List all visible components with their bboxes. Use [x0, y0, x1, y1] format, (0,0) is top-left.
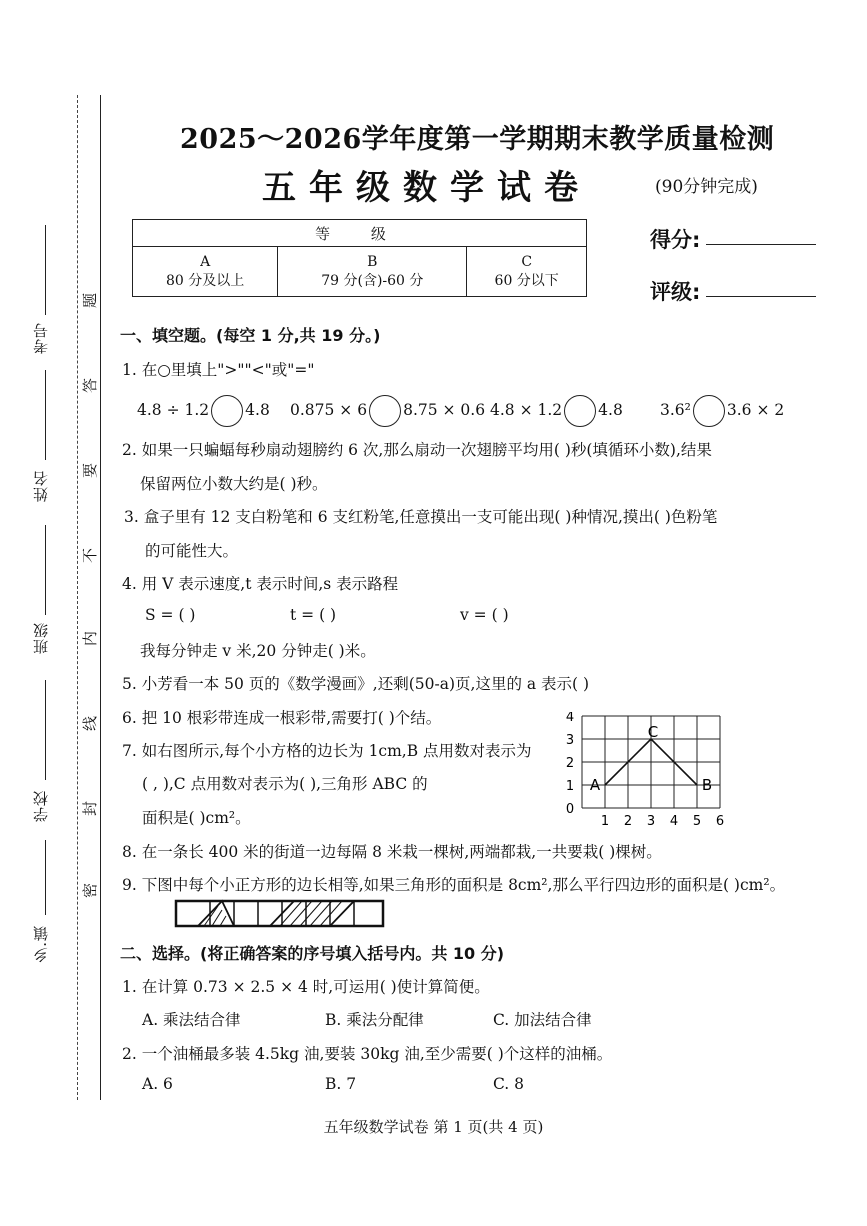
s2-question-1: 1. 在计算 0.73 × 2.5 × 4 时,可运用( )使计算简便。	[122, 978, 490, 996]
grade-cell: C 60 分以下	[467, 247, 587, 297]
rating-field[interactable]	[706, 296, 816, 297]
parallelogram-strip-figure	[174, 898, 386, 930]
field-class-label: 班级	[32, 622, 50, 654]
s2-q1-option-a: A. 乘法结合律	[142, 1011, 241, 1029]
question-1: 1. 在○里填上">""<"或"="	[122, 361, 315, 379]
y-tick-label: 2	[565, 756, 575, 771]
y-tick-label: 0	[565, 802, 575, 817]
exam-title: 2025～2026学年度第一学期期末教学质量检测	[180, 124, 775, 155]
compare-item: 0.875 × 6 8.75 × 0.6	[290, 395, 485, 427]
answer-circle[interactable]	[564, 395, 596, 427]
field-class-line	[45, 525, 46, 615]
coordinate-grid-figure	[560, 712, 735, 830]
grid-ticks	[566, 712, 724, 829]
question-4-t: t = ( )	[290, 606, 337, 624]
point-label: B	[701, 776, 713, 794]
y-tick-label: 4	[565, 712, 575, 725]
exam-subtitle: 五年级数学试卷	[262, 168, 591, 208]
binding-solid-line	[100, 95, 101, 1100]
compare-item: 3.6² 3.6 × 2	[660, 395, 784, 427]
field-exam-number-line	[45, 225, 46, 315]
compare-item: 4.8 × 1.2 4.8	[490, 395, 623, 427]
question-7-line3: 面积是( )cm²。	[142, 809, 251, 827]
grade-cell: B 79 分(含)-60 分	[278, 247, 467, 297]
section1-heading: 一、填空题。(每空 1 分,共 19 分。)	[120, 326, 381, 345]
seal-word: 题	[81, 292, 100, 309]
field-town-line	[45, 840, 46, 915]
answer-circle[interactable]	[211, 395, 243, 427]
seal-word: 线	[81, 715, 100, 732]
section2-heading: 二、选择。(将正确答案的序号填入括号内。共 10 分)	[120, 944, 505, 963]
x-tick-label: 6	[715, 814, 725, 829]
question-2-line2: 保留两位小数大约是( )秒。	[140, 475, 328, 493]
field-exam-number-label: 考号	[32, 322, 50, 354]
s2-q1-option-c: C. 加法结合律	[493, 1011, 592, 1029]
compare-item: 4.8 ÷ 1.2 4.8	[137, 395, 270, 427]
field-school-line	[45, 680, 46, 780]
grade-table	[132, 219, 587, 297]
grade-table-header: 等 级	[133, 220, 587, 247]
page-footer: 五年级数学试卷 第 1 页(共 4 页)	[323, 1118, 544, 1136]
question-4-v: v = ( )	[460, 606, 509, 624]
score-field[interactable]	[706, 244, 816, 245]
x-tick-label: 4	[669, 814, 679, 829]
y-tick-label: 1	[565, 779, 575, 794]
field-school-label: 学校	[32, 790, 50, 822]
triangle-shape	[198, 901, 234, 926]
seal-word: 不	[81, 547, 100, 564]
question-4-s: S = ( )	[145, 606, 196, 624]
point-label: C	[647, 723, 659, 741]
binding-dashed-line	[77, 95, 78, 1100]
question-8: 8. 在一条长 400 米的街道一边每隔 8 米栽一棵树,两端都栽,一共要栽( )棵树。	[122, 843, 662, 861]
answer-circle[interactable]	[369, 395, 401, 427]
seal-word: 密	[81, 882, 100, 899]
seal-word: 答	[81, 377, 100, 394]
question-9: 9. 下图中每个小正方形的边长相等,如果三角形的面积是 8cm²,那么平行四边形的面积是( )cm²。	[122, 876, 786, 894]
question-3-line1: 3. 盒子里有 12 支白粉笔和 6 支红粉笔,任意摸出一支可能出现( )种情况,摸出( )色粉笔	[124, 508, 718, 526]
x-tick-label: 5	[692, 814, 702, 829]
point-label: A	[589, 776, 601, 794]
x-tick-label: 2	[623, 814, 633, 829]
question-7-line1: 7. 如右图所示,每个小方格的边长为 1cm,B 点用数对表示为	[122, 742, 532, 760]
s2-question-2: 2. 一个油桶最多装 4.5kg 油,要装 30kg 油,至少需要( )个这样的油桶。	[122, 1045, 613, 1063]
question-2-line1: 2. 如果一只蝙蝠每秒扇动翅膀约 6 次,那么扇动一次翅膀平均用( )秒(填循环小数),结果	[122, 441, 712, 459]
field-name-label: 姓名	[32, 470, 50, 502]
seal-word: 封	[81, 800, 100, 817]
score-label: 得分:	[650, 228, 701, 252]
grade-cell: A 80 分及以上	[133, 247, 278, 297]
seal-word: 内	[81, 630, 100, 647]
question-5: 5. 小芳看一本 50 页的《数学漫画》,还剩(50-a)页,这里的 a 表示( )	[122, 675, 590, 693]
question-6: 6. 把 10 根彩带连成一根彩带,需要打( )个结。	[122, 709, 442, 727]
x-tick-label: 1	[600, 814, 610, 829]
seal-word: 要	[81, 462, 100, 479]
field-name-line	[45, 370, 46, 460]
field-town-label: 乡.镇	[32, 925, 50, 963]
s2-q2-option-a: A. 6	[142, 1075, 173, 1093]
question-3-line2: 的可能性大。	[145, 542, 239, 560]
rating-label: 评级:	[650, 280, 701, 304]
s2-q2-option-b: B. 7	[325, 1075, 357, 1093]
s2-q2-option-c: C. 8	[493, 1075, 525, 1093]
s2-q1-option-b: B. 乘法分配律	[325, 1011, 424, 1029]
x-tick-label: 3	[646, 814, 656, 829]
duration-note: (90分钟完成)	[655, 177, 758, 197]
question-4-line1: 4. 用 V 表示速度,t 表示时间,s 表示路程	[122, 575, 399, 593]
question-7-line2: ( , ),C 点用数对表示为( ),三角形 ABC 的	[142, 775, 428, 793]
answer-circle[interactable]	[693, 395, 725, 427]
y-tick-label: 3	[565, 733, 575, 748]
question-4-line3: 我每分钟走 v 米,20 分钟走( )米。	[140, 642, 376, 660]
